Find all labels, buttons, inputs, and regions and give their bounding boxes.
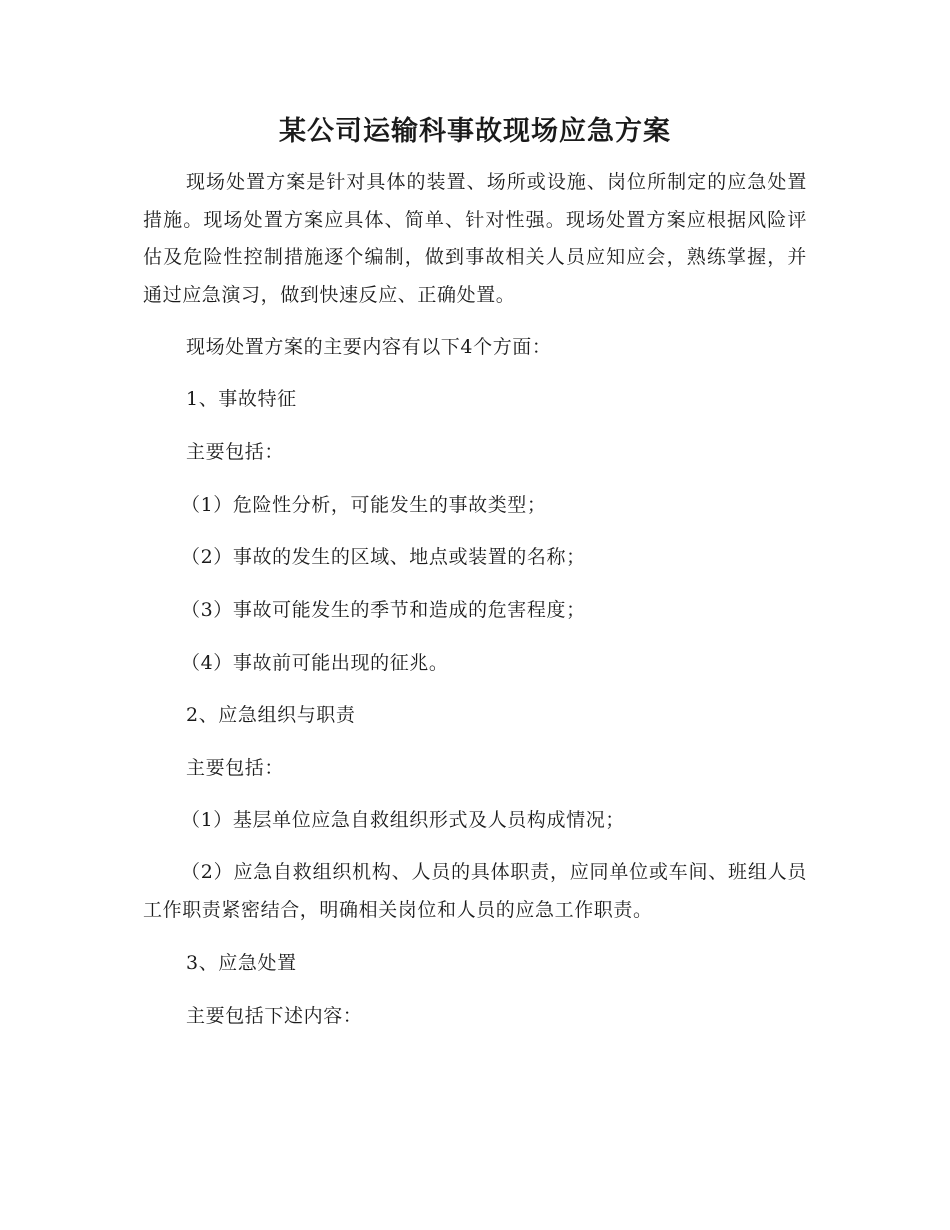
section-2-lead: 主要包括：	[186, 757, 285, 779]
section-1-heading: 1、事故特征	[186, 388, 297, 410]
section-3-lead: 主要包括下述内容：	[186, 1005, 363, 1027]
section-2-item: （1）基层单位应急自救组织形式及人员构成情况；	[181, 809, 625, 831]
section-1-item: （1）危险性分析，可能发生的事故类型；	[181, 494, 547, 516]
section-2-item: （2）应急自救组织机构、人员的具体职责，应同单位或车间、班组人员工作职责紧密结合，明确相关岗位和人员的应急工作职责。	[143, 861, 807, 921]
section-1-item: （4）事故前可能出现的征兆。	[181, 652, 449, 674]
document-title: 某公司运输科事故现场应急方案	[279, 116, 671, 147]
intro-paragraph: 现场处置方案是针对具体的装置、场所或设施、岗位所制定的应急处置措施。现场处置方案应具体、简单、针对性强。现场处置方案应根据风险评估及危险性控制措施逐个编制，做到事故相关人员应知应会，熟练掌握，并通过应急演习，做到快速反应、正确处置。	[143, 171, 807, 306]
section-1-lead: 主要包括：	[186, 441, 285, 463]
section-2-heading: 2、应急组织与职责	[186, 704, 356, 726]
section-1-item: （2）事故的发生的区域、地点或装置的名称；	[181, 546, 586, 568]
section-1-item: （3）事故可能发生的季节和造成的危害程度；	[181, 599, 586, 621]
section-3-heading: 3、应急处置	[186, 952, 297, 974]
overview-text: 现场处置方案的主要内容有以下4个方面：	[186, 336, 552, 358]
